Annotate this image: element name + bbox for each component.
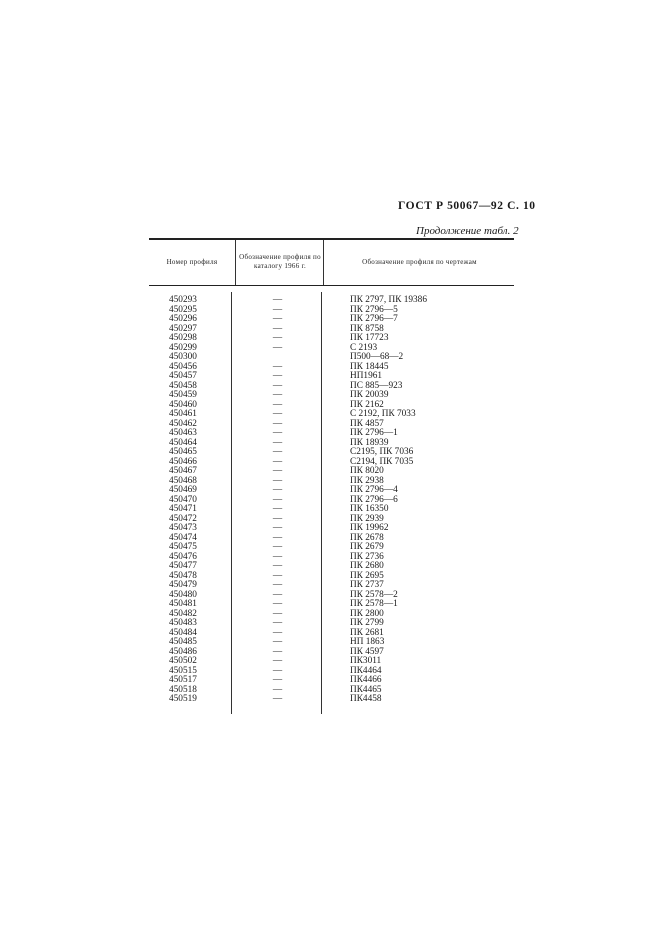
profile-number-cell: 450470 (169, 494, 197, 505)
profile-number-cell: 450476 (169, 551, 197, 562)
catalog-designation-cell: — (272, 684, 283, 695)
catalog-designation-cell: — (272, 665, 283, 676)
catalog-designation-cell: — (272, 409, 283, 419)
table-row (149, 648, 514, 658)
table-row (149, 296, 514, 306)
drawing-designation-cell: ПК 2796—7 (350, 314, 398, 324)
catalog-designation-cell: — (272, 456, 283, 467)
profile-number-cell: 450518 (169, 684, 197, 695)
catalog-designation-cell: — (272, 314, 283, 324)
drawing-designation-cell: ПК 2938 (350, 475, 384, 486)
table-row (149, 401, 514, 411)
profile-number-cell: 450472 (169, 513, 197, 524)
drawing-designation-cell: ПК 18939 (350, 437, 389, 448)
drawing-designation-cell: С 2192, ПК 7033 (350, 409, 416, 419)
drawing-designation-cell: С 2193 (350, 342, 378, 353)
catalog-designation-cell: — (272, 361, 283, 372)
profile-number-cell: 450482 (169, 608, 197, 619)
page-header-ref: ГОСТ Р 50067—92 С. 10 (398, 200, 536, 212)
profile-number-cell: 450517 (169, 675, 197, 685)
profile-number-cell: 450468 (169, 475, 197, 486)
catalog-designation-cell: — (272, 475, 283, 486)
table-row (149, 543, 514, 553)
drawing-designation-cell: ПК 2578—2 (350, 589, 398, 600)
table-row (149, 363, 514, 373)
drawing-designation-cell: ПК 4857 (350, 418, 384, 429)
catalog-designation-cell: — (272, 342, 283, 353)
profile-number-cell: 450463 (169, 428, 197, 438)
drawing-designation-cell: ПС 885—923 (350, 380, 403, 391)
column-divider-1 (235, 240, 236, 285)
column-divider-2 (323, 240, 324, 285)
profile-number-cell: 450483 (169, 618, 197, 628)
table-top-rule (149, 238, 514, 240)
drawing-designation-cell: ПК 17723 (350, 333, 389, 343)
table-body (149, 296, 514, 705)
table-row (149, 325, 514, 335)
catalog-designation-cell: — (272, 380, 283, 391)
catalog-designation-cell: — (272, 333, 283, 343)
drawing-designation-cell: ПК 16350 (350, 504, 389, 514)
profile-number-cell: 450465 (169, 447, 197, 457)
profile-number-cell: 450462 (169, 418, 197, 429)
drawing-designation-cell: ПК 2679 (350, 542, 384, 552)
table-row (149, 420, 514, 430)
table-row (149, 562, 514, 572)
table-row (149, 439, 514, 449)
catalog-designation-cell: — (272, 551, 283, 562)
table-row (149, 619, 514, 629)
catalog-designation-cell: — (272, 523, 283, 533)
catalog-designation-cell: — (272, 618, 283, 628)
drawing-designation-cell: ПК3011 (350, 656, 382, 666)
drawing-designation-cell: НП1961 (350, 371, 383, 381)
catalog-designation-cell: — (272, 580, 283, 590)
table-row (149, 581, 514, 591)
catalog-designation-cell: — (272, 627, 283, 638)
table-row (149, 572, 514, 582)
profile-number-cell: 450297 (169, 323, 197, 334)
profile-number-cell: 450456 (169, 361, 197, 372)
table-row (149, 353, 514, 363)
table-row (149, 410, 514, 420)
catalog-designation-cell: — (272, 608, 283, 619)
profile-number-cell: 450477 (169, 561, 197, 571)
drawing-designation-cell: ПК 2162 (350, 399, 384, 410)
drawing-designation-cell: ПК 2796—6 (350, 494, 398, 505)
table-row (149, 534, 514, 544)
table-row (149, 591, 514, 601)
profile-number-cell: 450460 (169, 399, 197, 410)
table-row (149, 477, 514, 487)
catalog-designation-cell: — (272, 418, 283, 429)
table-row (149, 448, 514, 458)
profile-number-cell: 450299 (169, 342, 197, 353)
catalog-designation-cell: — (272, 295, 283, 305)
table-row (149, 657, 514, 667)
drawing-designation-cell: ПК 2695 (350, 570, 384, 581)
profile-number-cell: 450298 (169, 333, 197, 343)
catalog-designation-cell: — (272, 485, 283, 495)
catalog-designation-cell: — (272, 494, 283, 505)
profile-number-cell: 450458 (169, 380, 197, 391)
profile-number-cell: 450293 (169, 295, 197, 305)
drawing-designation-cell: ПК 2796—5 (350, 304, 398, 315)
table-header-rule (149, 285, 514, 286)
table-row (149, 638, 514, 648)
catalog-designation-cell: — (272, 542, 283, 552)
profile-number-cell: 450296 (169, 314, 197, 324)
profile-number-cell: 450485 (169, 637, 197, 647)
catalog-designation-cell: — (272, 694, 283, 704)
table-row (149, 372, 514, 382)
profile-number-cell: 450515 (169, 665, 197, 676)
drawing-designation-cell: ПК 2736 (350, 551, 384, 562)
catalog-designation-cell: — (272, 504, 283, 514)
profile-number-cell: 450459 (169, 390, 197, 400)
profile-number-cell: 450457 (169, 371, 197, 381)
catalog-designation-cell: — (272, 428, 283, 438)
table-row (149, 344, 514, 354)
catalog-designation-cell: — (272, 399, 283, 410)
table-row (149, 382, 514, 392)
table-row (149, 467, 514, 477)
profile-number-cell: 450484 (169, 627, 197, 638)
catalog-designation-cell: — (272, 637, 283, 647)
catalog-designation-cell: — (272, 589, 283, 600)
table-row (149, 667, 514, 677)
drawing-designation-cell: ПК 4597 (350, 646, 384, 657)
table-row (149, 391, 514, 401)
table-row (149, 458, 514, 468)
profile-number-cell: 450300 (169, 352, 197, 362)
profile-number-cell: 450519 (169, 694, 197, 704)
drawing-designation-cell: НП 1863 (350, 637, 385, 647)
profile-number-cell: 450464 (169, 437, 197, 448)
profile-number-cell: 450471 (169, 504, 197, 514)
column-header-drawing: Обозначение профиля по чертежам (362, 258, 477, 266)
profile-number-cell: 450469 (169, 485, 197, 495)
profile-number-cell: 450467 (169, 466, 197, 476)
catalog-designation-cell: — (272, 513, 283, 524)
drawing-designation-cell: ПК 8020 (350, 466, 384, 476)
catalog-designation-cell: — (272, 371, 283, 381)
table-row (149, 315, 514, 325)
drawing-designation-cell: ПК 2797, ПК 19386 (350, 295, 427, 305)
catalog-designation-cell: — (272, 561, 283, 571)
profile-number-cell: 450480 (169, 589, 197, 600)
drawing-designation-cell: С2195, ПК 7036 (350, 447, 414, 457)
profile-number-cell: 450478 (169, 570, 197, 581)
table-row (149, 553, 514, 563)
drawing-designation-cell: ПК4465 (350, 684, 382, 695)
profile-number-cell: 450475 (169, 542, 197, 552)
drawing-designation-cell: ПК 2737 (350, 580, 384, 590)
catalog-designation-cell: — (272, 466, 283, 476)
table-row (149, 515, 514, 525)
catalog-designation-cell: — (272, 532, 283, 543)
drawing-designation-cell: ПК4458 (350, 694, 382, 704)
drawing-designation-cell: ПК 20039 (350, 390, 389, 400)
drawing-designation-cell: ПК 18445 (350, 361, 389, 372)
profile-number-cell: 450466 (169, 456, 197, 467)
table-row (149, 306, 514, 316)
drawing-designation-cell: ПК4464 (350, 665, 382, 676)
table-row (149, 629, 514, 639)
column-header-catalog: Обозначение профиля по каталогу 1966 г. (239, 253, 321, 270)
drawing-designation-cell: ПК4466 (350, 675, 382, 685)
profile-number-cell: 450502 (169, 656, 197, 666)
profile-number-cell: 450474 (169, 532, 197, 543)
profile-number-cell: 450481 (169, 599, 197, 609)
catalog-designation-cell: — (272, 437, 283, 448)
drawing-designation-cell: ПК 2681 (350, 627, 384, 638)
drawing-designation-cell: П500—68—2 (350, 352, 404, 362)
table-continuation-label: Продолжение табл. 2 (416, 225, 519, 237)
table-row (149, 496, 514, 506)
column-header-number: Номер профиля (166, 258, 218, 266)
table-row (149, 429, 514, 439)
table-row (149, 610, 514, 620)
catalog-designation-cell: — (272, 390, 283, 400)
profile-number-cell: 450486 (169, 646, 197, 657)
catalog-designation-cell: — (272, 675, 283, 685)
catalog-designation-cell: — (272, 323, 283, 334)
drawing-designation-cell: ПК 2680 (350, 561, 384, 571)
table-row (149, 686, 514, 696)
catalog-designation-cell: — (272, 599, 283, 609)
table-row (149, 600, 514, 610)
table-row (149, 695, 514, 705)
catalog-designation-cell: — (272, 646, 283, 657)
table-row (149, 524, 514, 534)
catalog-designation-cell: — (272, 304, 283, 315)
drawing-designation-cell: ПК 2800 (350, 608, 384, 619)
drawing-designation-cell: ПК 2796—1 (350, 428, 398, 438)
drawing-designation-cell: ПК 8758 (350, 323, 384, 334)
profile-number-cell: 450461 (169, 409, 197, 419)
drawing-designation-cell: ПК 2678 (350, 532, 384, 543)
catalog-designation-cell: — (272, 656, 283, 666)
drawing-designation-cell: ПК 2799 (350, 618, 384, 628)
table-row (149, 505, 514, 515)
drawing-designation-cell: ПК 2796—4 (350, 485, 398, 495)
drawing-designation-cell: ПК 2939 (350, 513, 384, 524)
catalog-designation-cell: — (272, 570, 283, 581)
drawing-designation-cell: ПК 19962 (350, 523, 389, 533)
table-row (149, 334, 514, 344)
catalog-designation-cell: — (272, 447, 283, 457)
drawing-designation-cell: С2194, ПК 7035 (350, 456, 414, 467)
drawing-designation-cell: ПК 2578—1 (350, 599, 398, 609)
profile-number-cell: 450479 (169, 580, 197, 590)
table-row (149, 486, 514, 496)
table-row (149, 676, 514, 686)
profile-number-cell: 450295 (169, 304, 197, 315)
profile-number-cell: 450473 (169, 523, 197, 533)
